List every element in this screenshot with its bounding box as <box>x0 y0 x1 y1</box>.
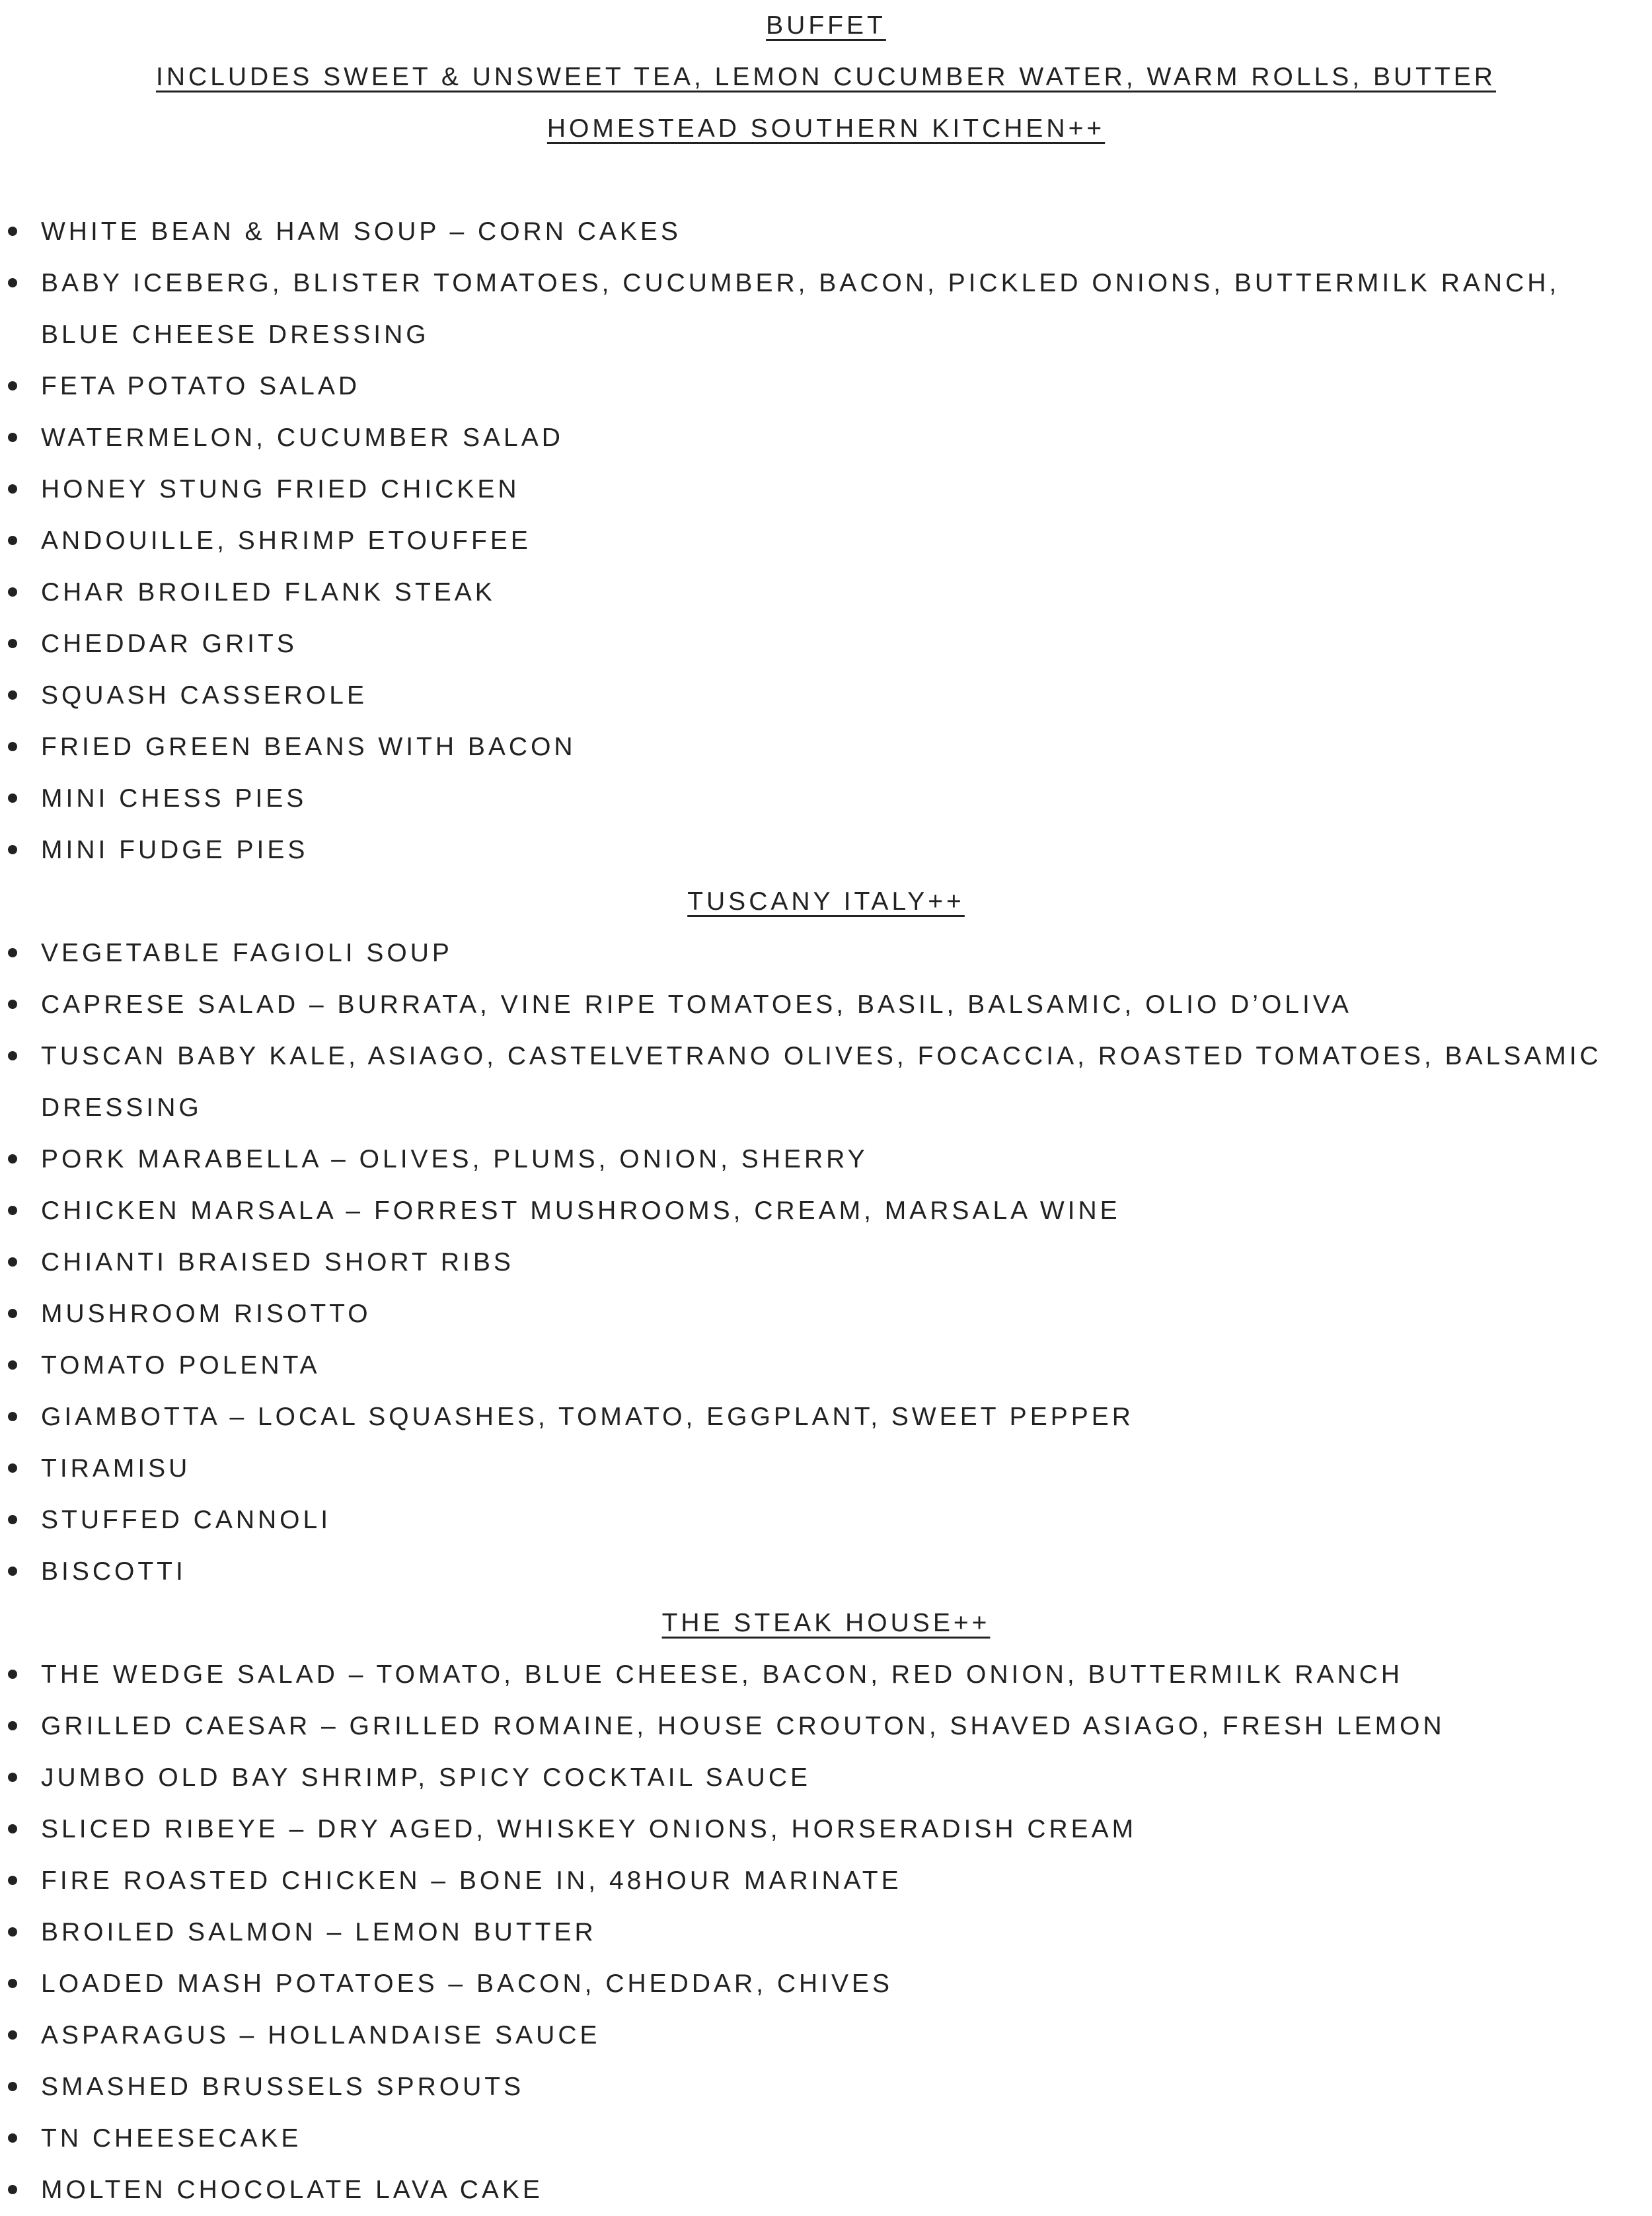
bullet-icon <box>8 433 17 442</box>
bullet-icon <box>8 1051 17 1060</box>
bullet-icon <box>8 587 17 597</box>
list-item <box>0 928 1640 979</box>
item-text: CHAR BROILED FLANK STEAK <box>41 578 496 607</box>
list-item <box>0 2010 1640 2061</box>
bullet-icon <box>8 1567 17 1576</box>
item-text: BISCOTTI <box>41 1557 186 1586</box>
bullet-icon <box>8 1257 17 1267</box>
list-item <box>0 979 1640 1031</box>
bullet-icon <box>8 742 17 751</box>
bullet-icon <box>8 948 17 957</box>
bullet-icon <box>8 1670 17 1679</box>
bullet-icon <box>8 227 17 236</box>
item-text: CAPRESE SALAD – BURRATA, VINE RIPE TOMATOES, BASIL, BALSAMIC, OLIO D’OLIVA <box>41 990 1352 1019</box>
item-text: CHICKEN MARSALA – FORREST MUSHROOMS, CREAM, MARSALA WINE <box>41 1197 1121 1225</box>
item-text: SMASHED BRUSSELS SPROUTS <box>41 2073 525 2101</box>
list-item <box>0 1237 1640 1288</box>
item-text: MOLTEN CHOCOLATE LAVA CAKE <box>41 2176 543 2204</box>
item-text: GIAMBOTTA – LOCAL SQUASHES, TOMATO, EGGPLANT, SWEET PEPPER <box>41 1403 1134 1431</box>
item-text: BABY ICEBERG, BLISTER TOMATOES, CUCUMBER, BACON, PICKLED ONIONS, BUTTERMILK RANCH, BLUE CHEESE DRESSING <box>41 269 1560 349</box>
bullet-icon <box>8 1824 17 1833</box>
list-item <box>0 1391 1640 1443</box>
list-item <box>0 1443 1640 1495</box>
list-item <box>0 2113 1640 2164</box>
list-item <box>0 1649 1640 1701</box>
list-item <box>0 1134 1640 1185</box>
list-item <box>0 515 1640 567</box>
list-item <box>0 2061 1640 2113</box>
list-item <box>0 721 1640 773</box>
item-text: TOMATO POLENTA <box>41 1351 320 1380</box>
item-text: CHEDDAR GRITS <box>41 630 297 658</box>
list-item <box>0 206 1640 258</box>
item-text: CHIANTI BRAISED SHORT RIBS <box>41 1248 514 1276</box>
bullet-icon <box>8 278 17 287</box>
item-text: SLICED RIBEYE – DRY AGED, WHISKEY ONIONS, HORSERADISH CREAM <box>41 1815 1137 1843</box>
section-list-steakhouse <box>0 1649 1652 2216</box>
item-text: FIRE ROASTED CHICKEN – BONE IN, 48HOUR MARINATE <box>41 1866 902 1895</box>
list-item <box>0 1495 1640 1546</box>
bullet-icon <box>8 1773 17 1782</box>
item-text: WATERMELON, CUCUMBER SALAD <box>41 424 564 452</box>
item-text: MUSHROOM RISOTTO <box>41 1300 371 1328</box>
item-text: PORK MARABELLA – OLIVES, PLUMS, ONION, SHERRY <box>41 1145 868 1173</box>
item-text: TIRAMISU <box>41 1454 191 1483</box>
list-item <box>0 1546 1640 1598</box>
list-item <box>0 825 1640 876</box>
bullet-icon <box>8 1000 17 1009</box>
list-item <box>0 1907 1640 1958</box>
list-item <box>0 1752 1640 1804</box>
bullet-icon <box>8 2030 17 2040</box>
page-title: BUFFET <box>766 11 886 40</box>
section-heading-southern: HOMESTEAD SOUTHERN KITCHEN++ <box>546 114 1106 143</box>
item-text: STUFFED CANNOLI <box>41 1506 332 1534</box>
item-text: TUSCAN BABY KALE, ASIAGO, CASTELVETRANO OLIVES, FOCACCIA, ROASTED TOMATOES, BALSAMIC DRESSING <box>41 1042 1602 1122</box>
spacer <box>0 155 1652 206</box>
list-item <box>0 1340 1640 1391</box>
bullet-icon <box>8 1309 17 1318</box>
includes-line: INCLUDES SWEET & UNSWEET TEA, LEMON CUCUMBER WATER, WARM ROLLS, BUTTER <box>156 63 1496 91</box>
bullet-icon <box>8 484 17 494</box>
item-text: HONEY STUNG FRIED CHICKEN <box>41 475 520 503</box>
list-item <box>0 618 1640 670</box>
list-item <box>0 412 1640 464</box>
bullet-icon <box>8 1979 17 1988</box>
bullet-icon <box>8 381 17 390</box>
list-item <box>0 1958 1640 2010</box>
list-item <box>0 361 1640 412</box>
section-list-southern <box>0 206 1652 876</box>
item-text: LOADED MASH POTATOES – BACON, CHEDDAR, CHIVES <box>41 1970 893 1998</box>
item-text: WHITE BEAN & HAM SOUP – CORN CAKES <box>41 217 681 246</box>
list-item <box>0 670 1640 721</box>
list-item <box>0 464 1640 515</box>
bullet-icon <box>8 1360 17 1370</box>
bullet-icon <box>8 794 17 803</box>
list-item <box>0 1031 1640 1134</box>
item-text: ASPARAGUS – HOLLANDAISE SAUCE <box>41 2021 601 2050</box>
item-text: JUMBO OLD BAY SHRIMP, SPICY COCKTAIL SAUCE <box>41 1763 811 1792</box>
bullet-icon <box>8 1515 17 1524</box>
item-text: MINI FUDGE PIES <box>41 836 309 864</box>
item-text: VEGETABLE FAGIOLI SOUP <box>41 939 453 967</box>
bullet-icon <box>8 1876 17 1885</box>
section-list-tuscany <box>0 928 1652 1598</box>
item-text: BROILED SALMON – LEMON BUTTER <box>41 1918 597 1946</box>
item-text: TN CHEESECAKE <box>41 2124 302 2153</box>
bullet-icon <box>8 2133 17 2143</box>
bullet-icon <box>8 2185 17 2194</box>
bullet-icon <box>8 536 17 545</box>
list-item <box>0 567 1640 618</box>
bullet-icon <box>8 1463 17 1473</box>
list-item <box>0 1701 1640 1752</box>
item-text: FRIED GREEN BEANS WITH BACON <box>41 733 576 761</box>
bullet-icon <box>8 1206 17 1215</box>
bullet-icon <box>8 845 17 854</box>
section-heading-steakhouse: THE STEAK HOUSE++ <box>661 1609 991 1637</box>
bullet-icon <box>8 1412 17 1421</box>
bullet-icon <box>8 1927 17 1937</box>
item-text: GRILLED CAESAR – GRILLED ROMAINE, HOUSE CROUTON, SHAVED ASIAGO, FRESH LEMON <box>41 1712 1445 1740</box>
bullet-icon <box>8 2082 17 2091</box>
list-item <box>0 1185 1640 1237</box>
bullet-icon <box>8 1721 17 1730</box>
bullet-icon <box>8 1154 17 1163</box>
item-text: MINI CHESS PIES <box>41 784 307 813</box>
section-heading-tuscany: TUSCANY ITALY++ <box>687 887 965 916</box>
list-item <box>0 1288 1640 1340</box>
item-text: ANDOUILLE, SHRIMP ETOUFFEE <box>41 527 531 555</box>
item-text: FETA POTATO SALAD <box>41 372 361 400</box>
item-text: THE WEDGE SALAD – TOMATO, BLUE CHEESE, BACON, RED ONION, BUTTERMILK RANCH <box>41 1660 1404 1689</box>
bullet-icon <box>8 690 17 700</box>
list-item <box>0 258 1640 361</box>
item-text: SQUASH CASSEROLE <box>41 681 367 710</box>
bullet-icon <box>8 639 17 648</box>
list-item <box>0 2164 1640 2216</box>
list-item <box>0 773 1640 825</box>
list-item <box>0 1804 1640 1855</box>
list-item <box>0 1855 1640 1907</box>
